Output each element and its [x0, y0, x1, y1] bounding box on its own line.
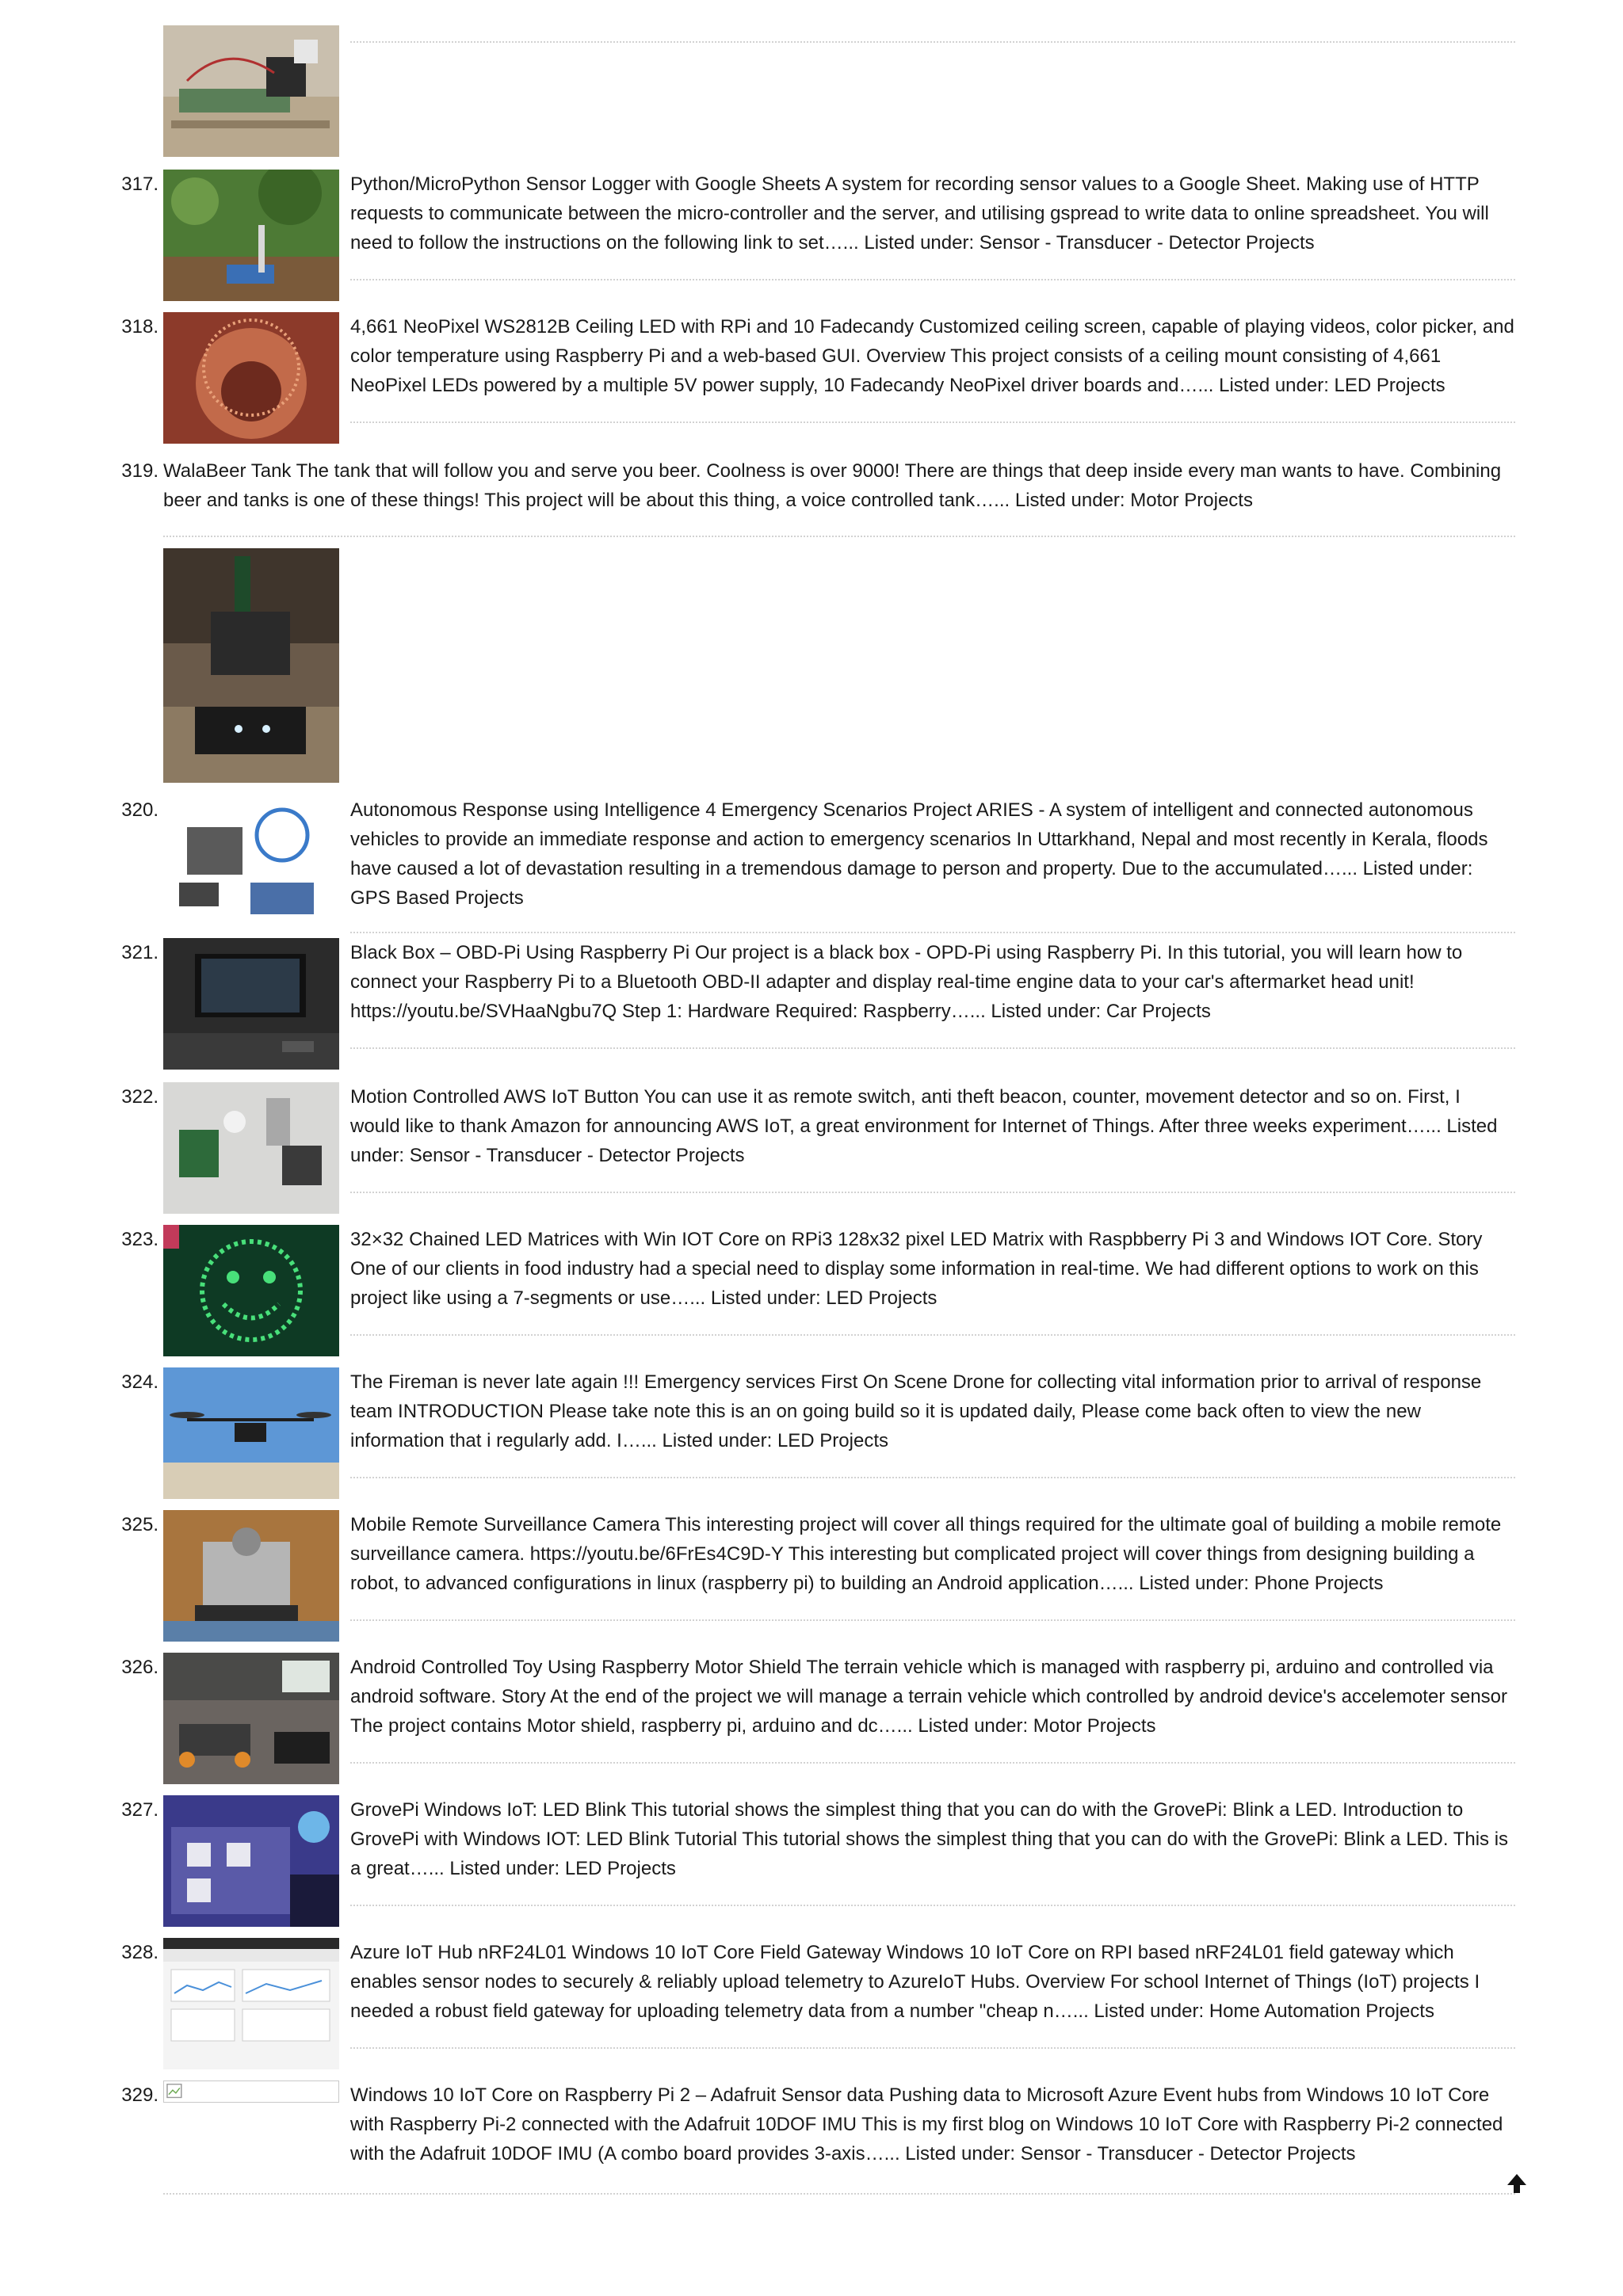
project-thumbnail[interactable]: [163, 1082, 339, 1214]
project-thumbnail[interactable]: [163, 170, 339, 301]
project-thumbnail[interactable]: [163, 1510, 339, 1642]
project-thumbnail[interactable]: [163, 25, 339, 157]
separator: [350, 1477, 1515, 1478]
project-description[interactable]: 4,661 NeoPixel WS2812B Ceiling LED with RPi and 10 Fadecandy Customized ceiling screen, capable of playing videos, color picker, and color temperature using Raspberry Pi and a web-based GUI. Overview This project consists of a ceiling mount consisting of 4,661 NeoPixel LEDs powered by a multiple 5V power supply, 10 Fadecandy NeoPixel driver boards and…... Listed under: LED Projects: [350, 316, 1514, 396]
separator: [163, 536, 1515, 537]
separator: [350, 41, 1515, 43]
project-description[interactable]: WalaBeer Tank The tank that will follow you and serve you beer. Coolness is over 9000! There are things that deep inside every man wants to have. Combining beer and tanks is one of these things! This project will be about this thing, a voice controlled tank…... Listed under: Motor Projects: [163, 460, 1502, 511]
project-thumbnail[interactable]: [163, 1653, 339, 1784]
project-description[interactable]: Autonomous Response using Intelligence 4 Emergency Scenarios Project ARIES - A system of intelligent and connected autonomous vehicles to provide an immediate response and action to emergency scenarios In Uttarkhand, Nepal and most recently in Kerala, floods have caused a lot of devastation resulting in a tremendous damage to person and property. Due to the accumulated…... Listed under: GPS Based Projects: [350, 799, 1488, 909]
separator: [350, 421, 1515, 423]
project-description[interactable]: 32×32 Chained LED Matrices with Win IOT Core on RPi3 128x32 pixel LED Matrix with Raspbberry Pi 3 and Windows IOT Core. Story One of our clients in food industry had a special need to display some information in real-time. We had different options to work on this project like using a 7-segments or use…... Listed under: LED Projects: [350, 1229, 1483, 1309]
item-number: 322.: [121, 1086, 158, 1108]
item-number: 321.: [121, 942, 158, 963]
item-number: 318.: [121, 316, 158, 338]
up-arrow-icon[interactable]: [1504, 2171, 1529, 2196]
project-description[interactable]: Python/MicroPython Sensor Logger with Google Sheets A system for recording sensor values to a Google Sheet. Making use of HTTP requests to communicate between the micro-controller and the server, and utilising gspread to write data to online spreadsheet. You will need to follow the instructions on the following link to set…... Listed under: Sensor - Transducer - Detector Projects: [350, 174, 1489, 254]
project-description[interactable]: The Fireman is never late again !!! Emergency services First On Scene Drone for collecting vital information prior to arrival of response team INTRODUCTION Please take note this is an on going build so it is updated daily, Please come back often to view the new information that i regularly add. I…... Listed under: LED Projects: [350, 1371, 1482, 1451]
project-description[interactable]: Black Box – OBD-Pi Using Raspberry Pi Our project is a black box - OPD-Pi using Raspberry Pi. In this tutorial, you will learn how to connect your Raspberry Pi to a Bluetooth OBD-II adapter and display real-time engine data to your car's aftermarket head unit! https://youtu.be/SVHaaNgbu7Q Step 1: Hardware Required: Raspberry…... Listed under: Car Projects: [350, 942, 1463, 1022]
item-number: 328.: [121, 1942, 158, 1963]
item-number: 325.: [121, 1514, 158, 1535]
project-description[interactable]: GrovePi Windows IoT: LED Blink This tutorial shows the simplest thing that you can do with the GrovePi: Blink a LED. Introduction to GrovePi with Windows IOT: LED Blink Tutorial This tutorial shows the simplest thing that you can do with the GrovePi: Blink a LED. This is a great…... Listed under: LED Projects: [350, 1799, 1509, 1879]
separator: [350, 1905, 1515, 1906]
separator: [350, 1334, 1515, 1336]
project-thumbnail[interactable]: [163, 1938, 339, 2069]
project-thumbnail[interactable]: [163, 312, 339, 444]
separator: [350, 1762, 1515, 1764]
item-number: 317.: [121, 174, 158, 195]
project-description[interactable]: Motion Controlled AWS IoT Button You can use it as remote switch, anti theft beacon, counter, movement detector and so on. First, I would like to thank Amazon for announcing AWS IoT, a great environment for Internet of Things. After three weeks experiment…... Listed under: Sensor - Transducer - Detector Projects: [350, 1086, 1498, 1166]
project-thumbnail[interactable]: [163, 548, 339, 783]
separator: [350, 279, 1515, 280]
project-thumbnail[interactable]: [163, 795, 339, 927]
project-thumbnail[interactable]: [163, 1225, 339, 1356]
item-number: 329.: [121, 2084, 158, 2106]
project-description[interactable]: Mobile Remote Surveillance Camera This interesting project will cover all things required for the ultimate goal of building a mobile remote surveillance camera. https://youtu.be/6FrEs4C9D-Y This interesting but complicated project will cover things from designing building a robot, to advanced configurations in linux (raspberry pi) to building an Android application…... Listed under: Phone Projects: [350, 1514, 1502, 1594]
project-thumbnail[interactable]: [163, 1795, 339, 1927]
project-description[interactable]: Azure IoT Hub nRF24L01 Windows 10 IoT Core Field Gateway Windows 10 IoT Core on RPI based nRF24L01 field gateway which enables sensor nodes to securely & reliably upload telemetry to AzureIoT Hubs. Overview For school Internet of Things (IoT) projects I needed a robust field gateway for uploading telemetry data from a number "cheap n…... Listed under: Home Automation Projects: [350, 1942, 1480, 2022]
separator: [163, 2193, 1515, 2195]
item-number: 319.: [121, 460, 158, 482]
project-thumbnail[interactable]: [163, 938, 339, 1070]
item-number: 326.: [121, 1657, 158, 1678]
project-description[interactable]: Android Controlled Toy Using Raspberry Motor Shield The terrain vehicle which is managed with raspberry pi, arduino and controlled via android software. Story At the end of the project we will manage a terrain vehicle which controlled by android device's accelemoter sensor The project contains Motor shield, raspberry pi, arduino and dc…... Listed under: Motor Projects: [350, 1657, 1508, 1737]
separator: [350, 1192, 1515, 1193]
broken-image-icon[interactable]: [163, 2081, 339, 2103]
item-number: 323.: [121, 1229, 158, 1250]
project-thumbnail[interactable]: [163, 1367, 339, 1499]
separator: [350, 1619, 1515, 1621]
item-number: 324.: [121, 1371, 158, 1393]
item-number: 320.: [121, 799, 158, 821]
separator: [350, 932, 1515, 933]
item-number: 327.: [121, 1799, 158, 1821]
separator: [350, 1047, 1515, 1049]
project-description[interactable]: Windows 10 IoT Core on Raspberry Pi 2 – Adafruit Sensor data Pushing data to Microsoft Azure Event hubs from Windows 10 IoT Core with Raspberry Pi-2 connected with the Adafruit 10DOF IMU This is my first blog on Windows 10 IoT Core with Raspberry Pi-2 connected with the Adafruit 10DOF IMU (A combo board provides 3-axis…... Listed under: Sensor - Transducer - Detector Projects: [350, 2084, 1503, 2164]
separator: [350, 2047, 1515, 2049]
